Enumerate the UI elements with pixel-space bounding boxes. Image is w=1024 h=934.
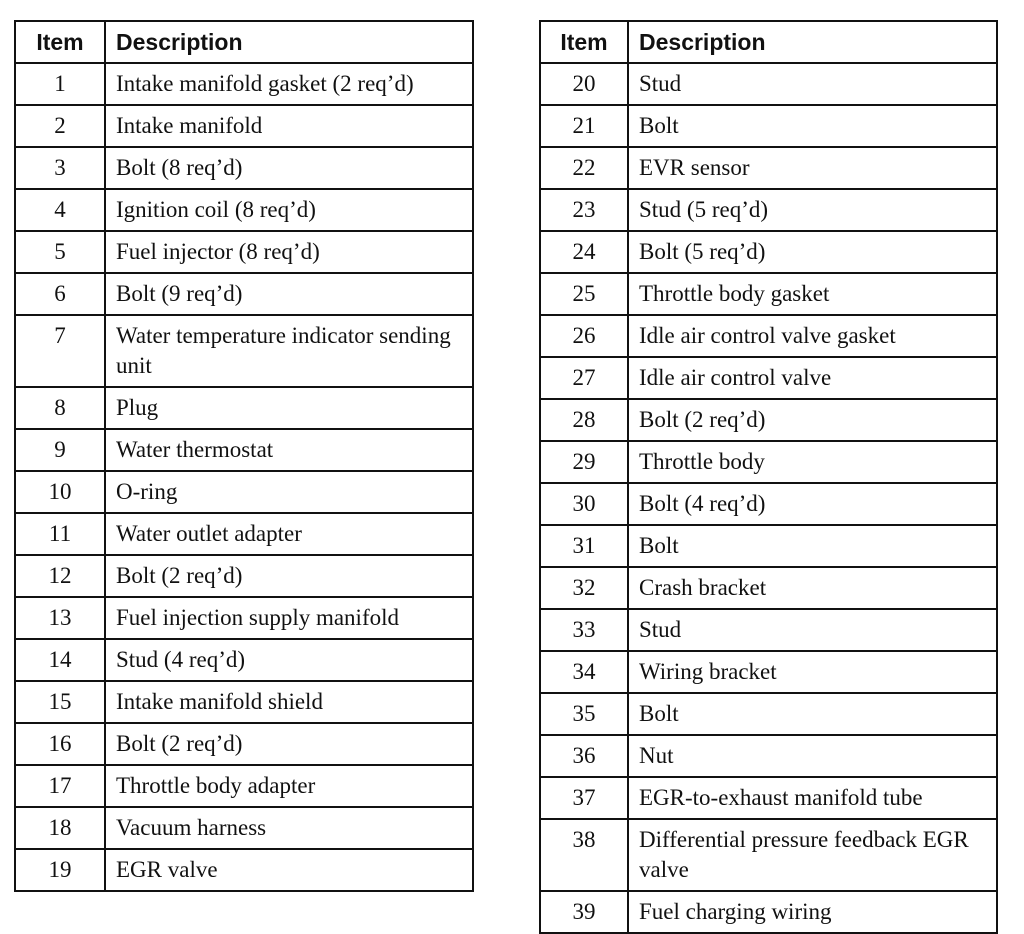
table-row <box>540 651 997 693</box>
item-number: 4 <box>15 189 105 231</box>
item-description: Bolt <box>628 693 997 735</box>
item-description: O-ring <box>105 471 473 513</box>
parts-table-right <box>539 20 998 934</box>
table-row <box>540 441 997 483</box>
item-description: Bolt (8 req’d) <box>105 147 473 189</box>
item-number: 18 <box>15 807 105 849</box>
item-number: 10 <box>15 471 105 513</box>
item-number: 3 <box>15 147 105 189</box>
item-number: 16 <box>15 723 105 765</box>
item-number: 5 <box>15 231 105 273</box>
item-description: EVR sensor <box>628 147 997 189</box>
item-number: 36 <box>540 735 628 777</box>
item-number: 13 <box>15 597 105 639</box>
table-row <box>540 735 997 777</box>
item-number: 23 <box>540 189 628 231</box>
item-column-header: Item <box>540 21 628 63</box>
table-row <box>540 315 997 357</box>
item-number: 17 <box>15 765 105 807</box>
table-row <box>540 357 997 399</box>
item-number: 20 <box>540 63 628 105</box>
table-row <box>15 387 473 429</box>
item-description: Bolt <box>628 105 997 147</box>
item-number: 38 <box>540 819 628 891</box>
item-description: Bolt (4 req’d) <box>628 483 997 525</box>
header-row <box>15 21 473 63</box>
item-description: Bolt (2 req’d) <box>628 399 997 441</box>
item-number: 24 <box>540 231 628 273</box>
table-row <box>540 525 997 567</box>
table-row <box>15 597 473 639</box>
table-row <box>15 849 473 891</box>
table-row <box>15 147 473 189</box>
item-description: Bolt <box>628 525 997 567</box>
item-description: Throttle body adapter <box>105 765 473 807</box>
item-description: Water temperature indicator sending unit <box>105 315 473 387</box>
table-row <box>15 63 473 105</box>
item-description: Wiring bracket <box>628 651 997 693</box>
table-row <box>15 429 473 471</box>
table-row <box>540 777 997 819</box>
item-number: 30 <box>540 483 628 525</box>
item-number: 25 <box>540 273 628 315</box>
item-description: Vacuum harness <box>105 807 473 849</box>
table-row <box>540 567 997 609</box>
item-number: 33 <box>540 609 628 651</box>
table-row <box>15 231 473 273</box>
item-number: 9 <box>15 429 105 471</box>
item-description: Ignition coil (8 req’d) <box>105 189 473 231</box>
item-description: Nut <box>628 735 997 777</box>
item-number: 27 <box>540 357 628 399</box>
item-description: Bolt (5 req’d) <box>628 231 997 273</box>
item-number: 6 <box>15 273 105 315</box>
item-number: 26 <box>540 315 628 357</box>
table-row <box>15 723 473 765</box>
item-number: 21 <box>540 105 628 147</box>
item-description: Fuel injector (8 req’d) <box>105 231 473 273</box>
item-number: 31 <box>540 525 628 567</box>
table-row <box>540 609 997 651</box>
table-row <box>15 555 473 597</box>
item-description: Intake manifold <box>105 105 473 147</box>
item-description: Water outlet adapter <box>105 513 473 555</box>
item-number: 28 <box>540 399 628 441</box>
parts-table-left <box>14 20 474 892</box>
table-row <box>540 819 997 891</box>
item-description: Bolt (2 req’d) <box>105 555 473 597</box>
item-description: Plug <box>105 387 473 429</box>
item-description: Bolt (9 req’d) <box>105 273 473 315</box>
table-row <box>540 63 997 105</box>
item-number: 29 <box>540 441 628 483</box>
item-number: 12 <box>15 555 105 597</box>
item-description: Fuel injection supply manifold <box>105 597 473 639</box>
item-description: Stud <box>628 63 997 105</box>
item-number: 35 <box>540 693 628 735</box>
table-row <box>15 189 473 231</box>
item-description: Crash bracket <box>628 567 997 609</box>
item-number: 22 <box>540 147 628 189</box>
description-column-header: Description <box>105 21 473 63</box>
table-row <box>15 273 473 315</box>
table-row <box>15 105 473 147</box>
item-description: EGR-to-exhaust manifold tube <box>628 777 997 819</box>
item-description: Fuel charging wiring <box>628 891 997 933</box>
item-number: 14 <box>15 639 105 681</box>
table-row <box>15 513 473 555</box>
table-row <box>540 147 997 189</box>
table-row <box>540 891 997 933</box>
item-description: Idle air control valve <box>628 357 997 399</box>
item-number: 2 <box>15 105 105 147</box>
item-column-header: Item <box>15 21 105 63</box>
item-description: Intake manifold shield <box>105 681 473 723</box>
table-row <box>15 639 473 681</box>
table-row <box>540 399 997 441</box>
table-row <box>540 189 997 231</box>
item-description: Differential pressure feedback EGR valve <box>628 819 997 891</box>
item-number: 39 <box>540 891 628 933</box>
item-description: Stud (4 req’d) <box>105 639 473 681</box>
header-row <box>540 21 997 63</box>
table-row <box>15 765 473 807</box>
item-number: 8 <box>15 387 105 429</box>
table-row <box>540 231 997 273</box>
parts-list-left <box>15 63 473 891</box>
table-row <box>540 693 997 735</box>
table-row <box>540 483 997 525</box>
item-description: Intake manifold gasket (2 req’d) <box>105 63 473 105</box>
item-number: 19 <box>15 849 105 891</box>
description-column-header: Description <box>628 21 997 63</box>
item-description: Water thermostat <box>105 429 473 471</box>
item-number: 1 <box>15 63 105 105</box>
item-description: EGR valve <box>105 849 473 891</box>
item-description: Throttle body gasket <box>628 273 997 315</box>
item-number: 7 <box>15 315 105 387</box>
parts-list-right <box>540 63 997 933</box>
item-description: Idle air control valve gasket <box>628 315 997 357</box>
item-number: 11 <box>15 513 105 555</box>
table-row <box>15 681 473 723</box>
item-description: Stud <box>628 609 997 651</box>
item-number: 32 <box>540 567 628 609</box>
item-description: Stud (5 req’d) <box>628 189 997 231</box>
item-number: 34 <box>540 651 628 693</box>
item-description: Throttle body <box>628 441 997 483</box>
table-row <box>15 807 473 849</box>
table-row <box>540 105 997 147</box>
item-number: 15 <box>15 681 105 723</box>
table-row <box>15 315 473 387</box>
item-description: Bolt (2 req’d) <box>105 723 473 765</box>
table-row <box>540 273 997 315</box>
table-row <box>15 471 473 513</box>
item-number: 37 <box>540 777 628 819</box>
